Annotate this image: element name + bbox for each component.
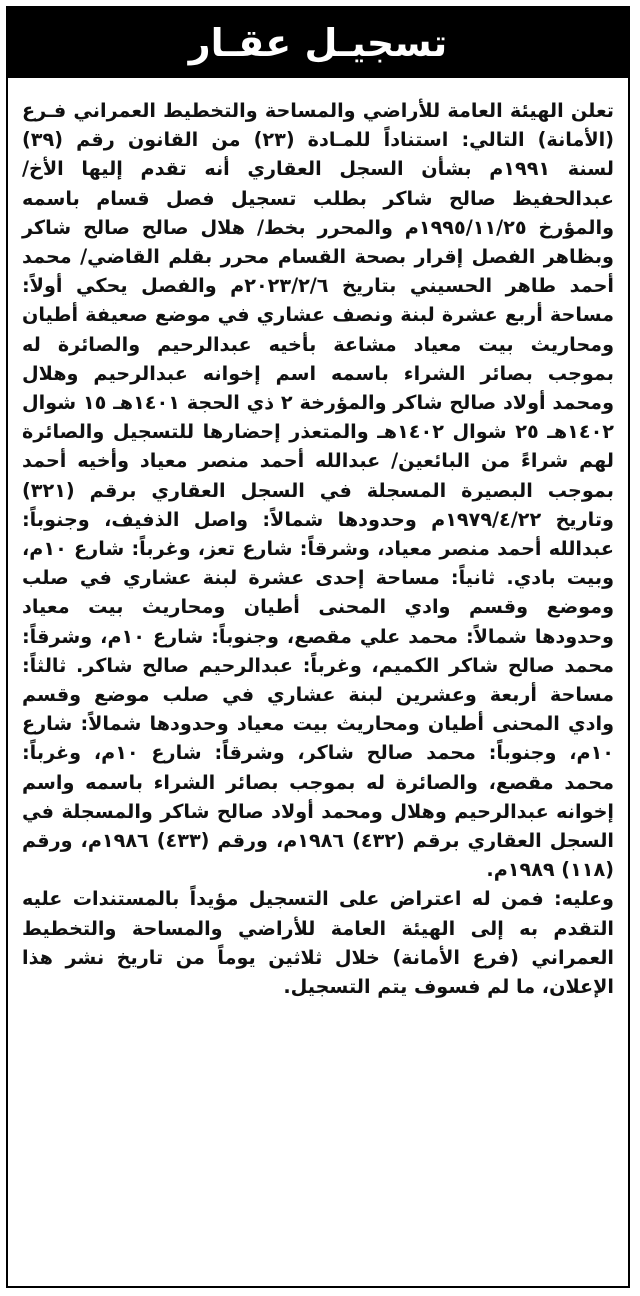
notice-body bbox=[8, 78, 628, 1001]
notice-frame bbox=[6, 6, 630, 1288]
notice-paragraph-main: تعلن الهيئة العامة للأراضي والمساحة والتخطيط العمراني فـرع (الأمانة) التالي: استناداً للمـادة (٢٣) من القانون رقم (٣٩) لسنة ١٩٩١م بشأن السجل العقاري أنه تقدم إليها الأخ/ عبدالحفيظ صالح شاكر بطلب تسجيل فصل قسام باسمه والمؤرخ ١٩٩٥/١١/٢٥م والمحرر بخط/ هلال صالح صالح شاكر وبظاهر الفصل إقرار بصحة القسام محرر بقلم القاضي/ محمد أحمد طاهر الحسيني بتاريخ ٢٠٢٣/٢/٦م والفصل يحكي أولاً: مساحة أربع عشرة لبنة ونصف عشاري في موضع صعيفة أطيان ومحاريث بيت معياد مشاعة بأخيه عبدالرحيم والصائرة له بموجب بصائر الشراء باسمه اسم إخوانه عبدالرحيم وهلال ومحمد أولاد صالح شاكر والمؤرخة ٢ ذي الحجة ١٤٠١هـ ١٥ شوال ١٤٠٢هـ ٢٥ شوال ١٤٠٢هـ والمتعذر إحضارها للتسجيل والصائرة لهم شراءً من البائعين/ عبدالله أحمد منصر معياد وأخيه أحمد بموجب البصيرة المسجلة في السجل العقاري برقم (٣٢١) وتاريخ ١٩٧٩/٤/٢٢م وحدودها شمالاً: واصل الذفيف، وجنوباً: عبدالله أحمد منصر معياد، وشرقاً: شارع تعز، وغرباً: شارع ١٠م، وبيت بادي. ثانياً: مساحة إحدى عشرة لبنة عشاري في صلب وموضع وقسم وادي المحنى أطيان ومحاريث بيت معياد وحدودها شمالاً: محمد علي مقصع، وجنوباً: شارع ١٠م، وشرقاً: محمد صالح شاكر الكميم، وغرباً: عبدالرحيم صالح شاكر. ثالثاً: مساحة أربعة وعشرين لبنة عشاري في صلب موضع وقسم وادي المحنى أطيان ومحاريث بيت معياد وحدودها شمالاً: شارع ١٠م، وجنوباً: محمد صالح شاكر، وشرقاً: شارع ١٠م، وغرباً: محمد مقصع، والصائرة له بموجب بصائر الشراء باسمه واسم إخوانه عبدالرحيم وهلال ومحمد أولاد صالح شاكر والمسجلة في السجل العقاري برقم (٤٣٢) ١٩٨٦م، ورقم (٤٣٣) ١٩٨٦م، ورقم (١١٨) ١٩٨٩م. bbox=[22, 99, 615, 882]
notice-title: تسجيـل عقـار bbox=[8, 8, 628, 78]
notice-paragraph-objection: وعليه: فمن له اعتراض على التسجيل مؤيداً بالمستندات عليه التقدم به إلى الهيئة العامة للأراضي والمساحة والتخطيط العمراني (فرع الأمانة) خلال ثلاثين يوماً من تاريخ نشر هذا الإعلان، ما لم فسوف يتم التسجيل. bbox=[22, 887, 614, 999]
